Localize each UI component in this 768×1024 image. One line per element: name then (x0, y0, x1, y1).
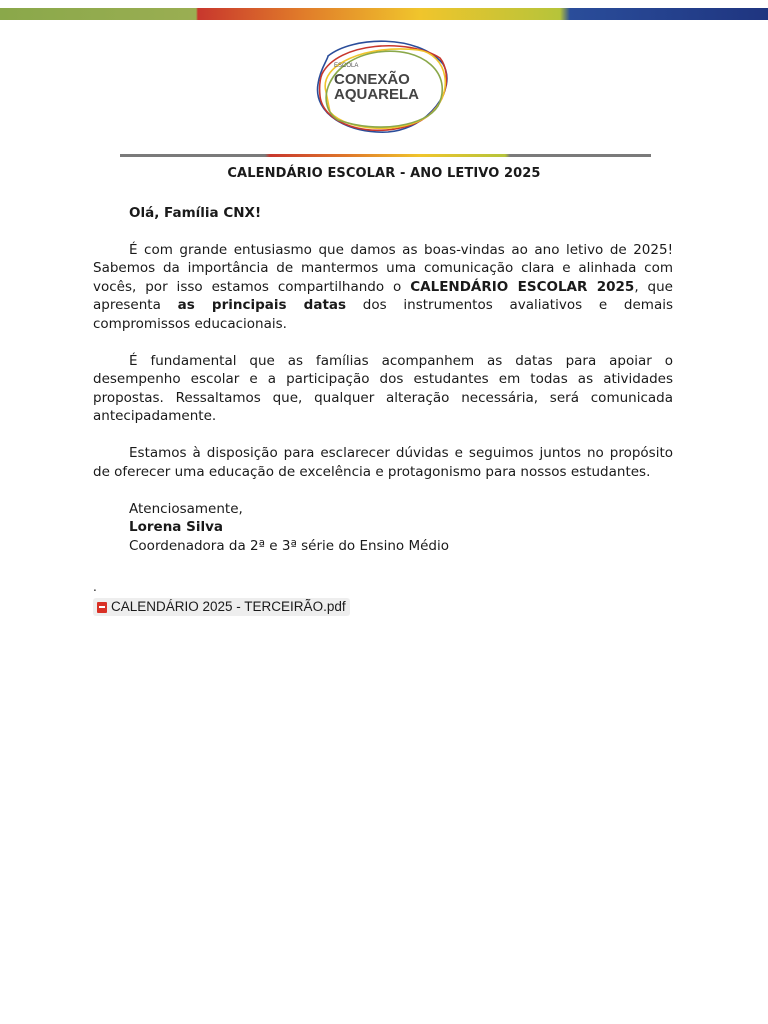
closing-text: Atenciosamente, (129, 500, 243, 517)
paragraph-intro-bold-dates: as principais datas (177, 297, 347, 313)
logo-text-aquarela: AQUARELA (334, 86, 419, 103)
signature-role: Coordenadora da 2ª e 3ª série do Ensino Médio (129, 537, 449, 554)
pdf-icon (97, 602, 107, 613)
paragraph-intro-text-3: dos instrumentos avaliativos e demais compromissos educacionais. (93, 297, 673, 332)
letter-body (93, 204, 673, 555)
document-title: CALENDÁRIO ESCOLAR - ANO LETIVO 2025 (227, 166, 541, 181)
header-divider (120, 154, 651, 157)
paragraph-intro-text-2: , que apresenta (93, 278, 673, 313)
greeting: Olá, Família CNX! (129, 205, 262, 221)
top-color-bar (0, 8, 768, 20)
signature-name: Lorena Silva (129, 519, 223, 535)
paragraph-intro-text-1: É com grande entusiasmo que damos as boas-vindas ao ano letivo de 2025! Sabemos da importância de mantermos uma comunicação clara e alinhada com vocês, por isso estamos compartilhando o (93, 241, 673, 295)
paragraph-availability: Estamos à disposição para esclarecer dúvidas e seguimos juntos no propósito de oferecer uma educação de excelência e protagonismo para nossos estudantes. (93, 445, 673, 480)
paragraph-families: É fundamental que as famílias acompanhem as datas para apoiar o desempenho escolar e a participação dos estudantes em todas as atividades propostas. Ressaltamos que, qualquer alteração necessária, será comunicada antecipadamente. (93, 352, 673, 424)
pdf-attachment-chip[interactable] (93, 598, 350, 616)
separator-dot: . (93, 580, 97, 594)
paragraph-intro-bold-calendar: CALENDÁRIO ESCOLAR 2025 (410, 278, 635, 295)
paragraph-intro (93, 241, 673, 334)
logo-graphic (308, 34, 456, 138)
logo-text-escola: ESCOLA (334, 63, 359, 69)
signature-block (129, 500, 673, 556)
logo-text-conexao: CONEXÃO (334, 71, 410, 88)
attachment-filename: CALENDÁRIO 2025 - TERCEIRÃO.pdf (111, 599, 346, 614)
school-logo (308, 34, 456, 138)
